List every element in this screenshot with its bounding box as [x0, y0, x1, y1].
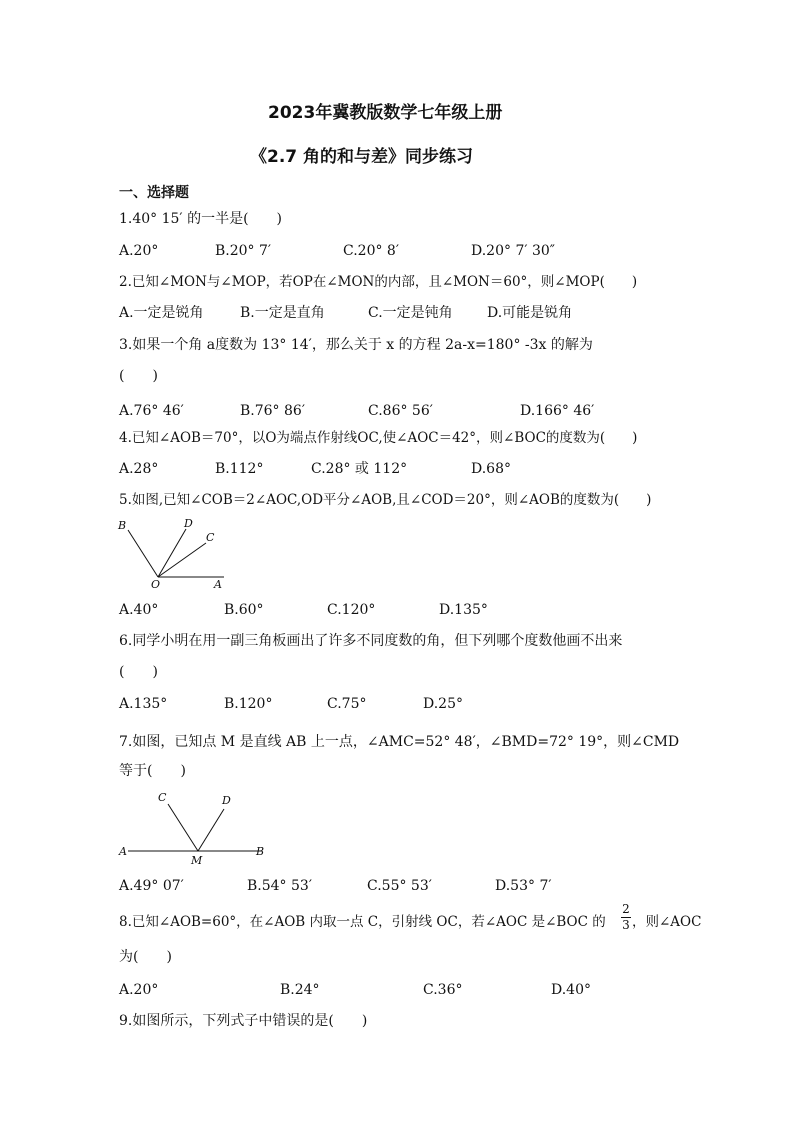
q6-option-c: C.75°	[327, 696, 367, 712]
q5-label-d: D	[184, 517, 193, 530]
question-8-cont: 为( )	[119, 949, 172, 965]
q1-option-a: A.20°	[119, 243, 159, 259]
q1-option-d: D.20° 7′ 30″	[471, 243, 556, 259]
question-2-stem: 2.已知∠MON与∠MOP，若OP在∠MON的内部，且∠MON＝60°，则∠MOP( )	[119, 274, 638, 290]
q1-option-c: C.20° 8′	[343, 243, 400, 259]
q7-option-a: A.49° 07′	[119, 878, 184, 894]
q2-option-a: A.一定是锐角	[119, 305, 204, 321]
question-9-stem: 9.如图所示，下列式子中错误的是( )	[119, 1013, 368, 1029]
q6-option-b: B.120°	[224, 696, 273, 712]
question-3-stem: 3.如果一个角 a度数为 13° 14′，那么关于 x 的方程 2a-x=180° -3x 的解为	[119, 337, 593, 353]
q3-option-d: D.166° 46′	[520, 403, 595, 419]
q7-label-a: A	[119, 845, 127, 858]
question-8-stem-post: ，则∠AOC	[632, 914, 702, 930]
question-8-stem-pre: 8.已知∠AOB=60°，在∠AOB 内取一点 C，引射线 OC，若∠AOC 是∠BOC 的	[119, 914, 606, 930]
q4-option-b: B.112°	[215, 461, 264, 477]
q2-option-c: C.一定是钝角	[368, 305, 453, 321]
q4-option-d: D.68°	[471, 461, 511, 477]
q8-option-b: B.24°	[280, 982, 320, 998]
question-7-cont: 等于( )	[119, 763, 186, 779]
question-6-paren: ( )	[119, 664, 158, 680]
q6-option-a: A.135°	[119, 696, 168, 712]
q7-label-b: B	[256, 845, 265, 858]
q3-option-b: B.76° 86′	[240, 403, 305, 419]
q3-option-c: C.86° 56′	[368, 403, 433, 419]
q8-option-c: C.36°	[423, 982, 463, 998]
q7-angle-figure	[116, 788, 276, 868]
document-title: 2023年冀教版数学七年级上册	[268, 103, 503, 123]
section-heading: 一、选择题	[119, 185, 189, 201]
question-1-stem: 1.40° 15′ 的一半是( )	[119, 211, 282, 227]
q4-option-c: C.28° 或 112°	[311, 461, 408, 477]
question-7-stem: 7.如图，已知点 M 是直线 AB 上一点，∠AMC=52° 48′，∠BMD=72° 19°，则∠CMD	[119, 734, 680, 750]
document-subtitle: 《2.7 角的和与差》同步练习	[250, 147, 474, 167]
q7-option-b: B.54° 53′	[247, 878, 312, 894]
q8-option-d: D.40°	[551, 982, 591, 998]
q5-label-o: O	[151, 578, 161, 588]
q7-label-m: M	[191, 854, 203, 867]
q5-angle-figure	[116, 516, 236, 588]
q5-label-c: C	[206, 531, 215, 544]
q2-option-b: B.一定是直角	[240, 305, 325, 321]
question-5-stem: 5.如图,已知∠COB＝2∠AOC,OD平分∠AOB,且∠COD＝20°，则∠AOB的度数为( )	[119, 492, 652, 508]
q5-option-a: A.40°	[119, 602, 159, 618]
q8-option-a: A.20°	[119, 982, 159, 998]
q5-option-d: D.135°	[439, 602, 488, 618]
q7-label-d: D	[222, 794, 231, 807]
question-6-stem: 6.同学小明在用一副三角板画出了许多不同度数的角，但下列哪个度数他画不出来	[119, 633, 623, 649]
q8-fraction-denominator: 3	[622, 918, 630, 932]
q6-option-d: D.25°	[423, 696, 463, 712]
q8-fraction-numerator: 2	[622, 902, 630, 916]
q1-option-b: B.20° 7′	[215, 243, 272, 259]
q2-option-d: D.可能是锐角	[487, 305, 573, 321]
q7-option-d: D.53° 7′	[495, 878, 552, 894]
q5-label-b: B	[118, 519, 127, 532]
q7-option-c: C.55° 53′	[367, 878, 432, 894]
q3-option-a: A.76° 46′	[119, 403, 184, 419]
q5-option-c: C.120°	[327, 602, 376, 618]
q5-label-a: A	[214, 578, 222, 588]
question-3-paren: ( )	[119, 368, 158, 384]
q5-option-b: B.60°	[224, 602, 264, 618]
q4-option-a: A.28°	[119, 461, 159, 477]
question-4-stem: 4.已知∠AOB＝70°，以O为端点作射线OC,使∠AOC＝42°，则∠BOC的度数为( )	[119, 430, 638, 446]
q7-label-c: C	[158, 791, 167, 804]
